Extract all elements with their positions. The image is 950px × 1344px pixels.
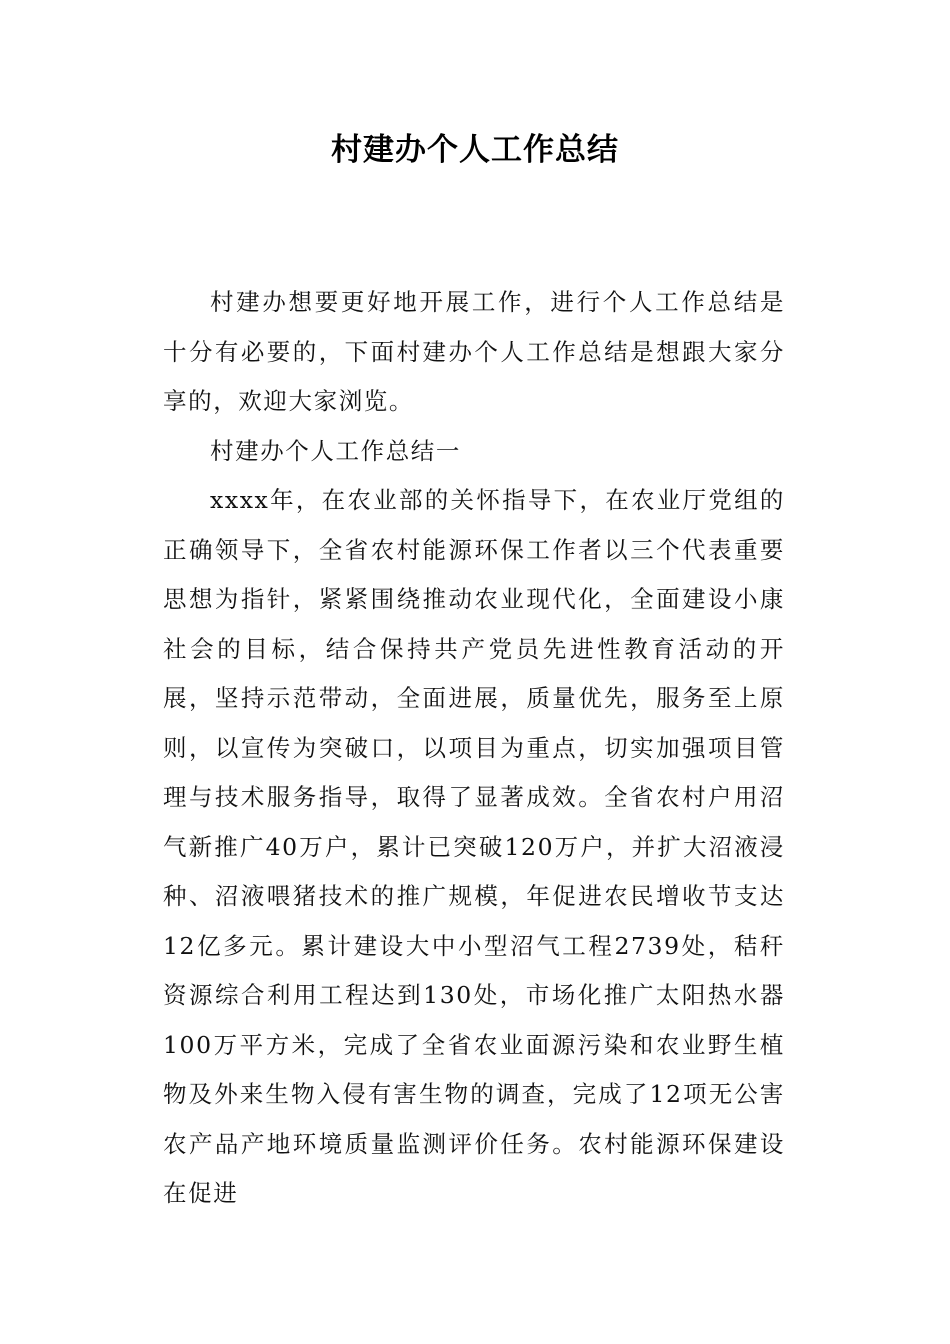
section-heading: 村建办个人工作总结一 — [210, 436, 461, 465]
body-paragraph: xxxx年，在农业部的关怀指导下，在农业厅党组的正确领导下，全省农村能源环保工作者以三个代表重要思想为指针，紧紧围绕推动农业现代化，全面建设小康社会的目标，结合保持共产党员先进性教育活动的开展，坚持示范带动，全面进展，质量优先，服务至上原则，以宣传为突破口，以项目为重点，切实加强项目管理与技术服务指导，取得了显著成效。全省农村户用沼气新推广40万户，累计已突破120万户，并扩大沼液浸种、沼液喂猪技术的推广规模，年促进农民增收节支达12亿多元。累计建设大中小型沼气工程2739处，秸秆资源综合利用工程达到130处，市场化推广太阳热水器100万平方米，完成了全省农业面源污染和农业野生植物及外来生物入侵有害生物的调查，完成了12项无公害农产品产地环境质量监测评价任务。农村能源环保建设在促进 — [163, 486, 785, 1207]
document-title: 村建办个人工作总结 — [331, 132, 619, 168]
intro-paragraph: 村建办想要更好地开展工作，进行个人工作总结是十分有必要的，下面村建办个人工作总结是想跟大家分享的，欢迎大家浏览。 — [163, 288, 785, 415]
document-body — [163, 278, 785, 1219]
